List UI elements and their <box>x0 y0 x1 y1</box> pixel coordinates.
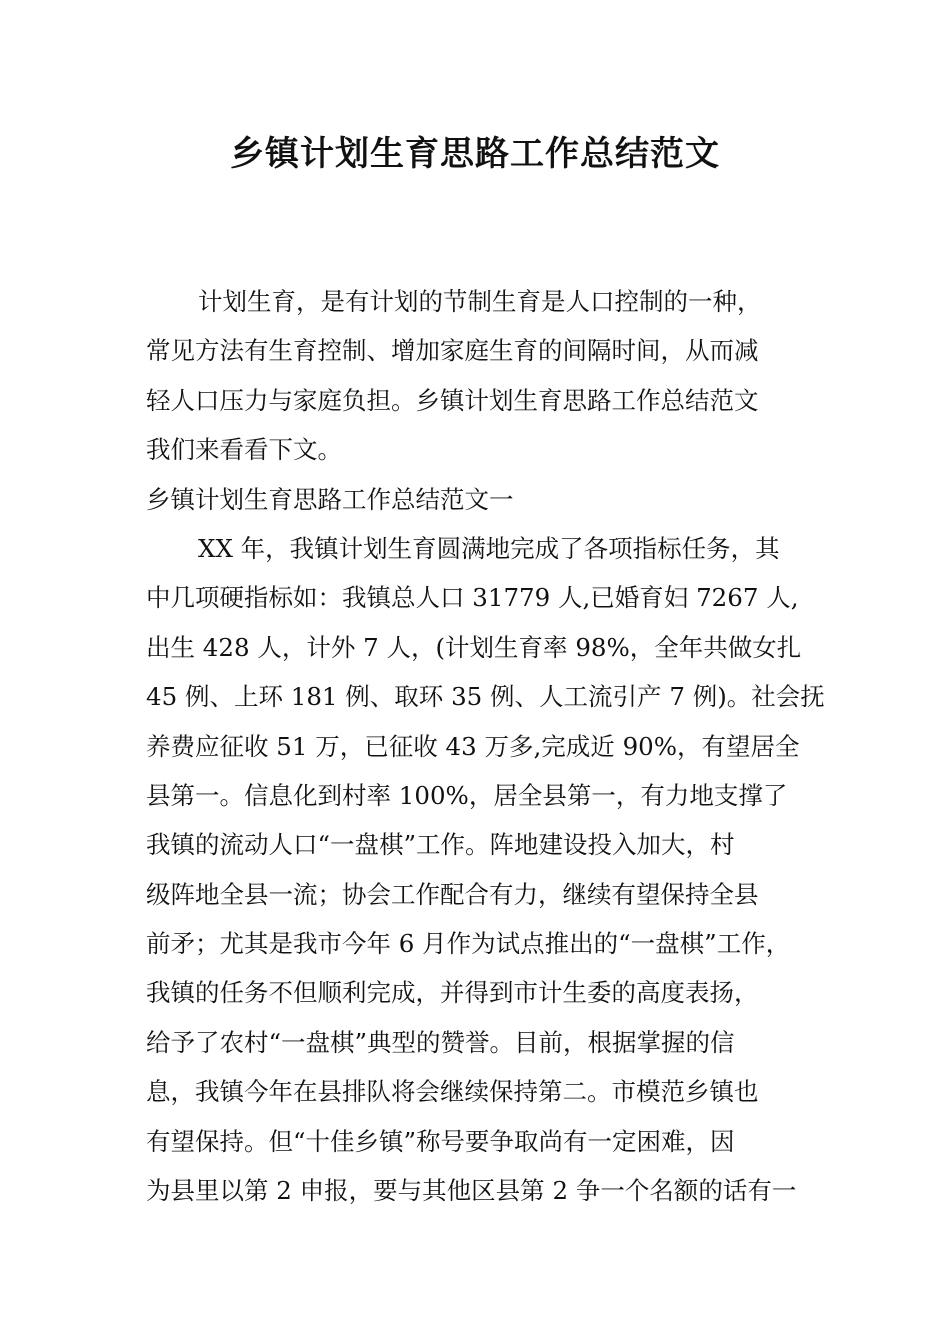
paragraph-line: 息，我镇今年在县排队将会继续保持第二。市模范乡镇也 <box>146 1077 759 1107</box>
paragraph-line: 我镇的流动人口“一盘棋”工作。阵地建设投入加大，村 <box>146 830 735 860</box>
paragraph-line: 我们来看看下文。 <box>146 435 342 465</box>
paragraph-line: 县第一。信息化到村率 100%，居全县第一，有力地支撑了 <box>146 780 788 810</box>
paragraph-line: 中几项硬指标如：我镇总人口 31779 人,已婚育妇 7267 人, <box>146 583 799 613</box>
paragraph-line: 出生 428 人，计外 7 人，(计划生育率 98%，全年共做女扎 <box>146 632 802 662</box>
paragraph-line: 前矛；尤其是我市今年 6 月作为试点推出的“一盘棋”工作， <box>146 929 791 959</box>
paragraph-line: 计划生育，是有计划的节制生育是人口控制的一种， <box>198 287 762 316</box>
paragraph-line: XX 年，我镇计划生育圆满地完成了各项指标任务，其 <box>198 533 780 563</box>
page-title: 乡镇计划生育思路工作总结范文 <box>230 134 720 174</box>
paragraph-line: 轻人口压力与家庭负担。乡镇计划生育思路工作总结范文 <box>146 385 759 415</box>
paragraph-line: 有望保持。但“十佳乡镇”称号要争取尚有一定困难，因 <box>146 1126 735 1156</box>
paragraph-line: 45 例、上环 181 例、取环 35 例、人工流引产 7 例)。社会抚 <box>146 682 825 712</box>
section-heading: 乡镇计划生育思路工作总结范文一 <box>146 484 514 514</box>
paragraph-line: 级阵地全县一流；协会工作配合有力，继续有望保持全县 <box>146 879 759 909</box>
paragraph-line: 给予了农村“一盘棋”典型的赞誉。目前，根据掌握的信 <box>146 1027 735 1057</box>
paragraph-line: 我镇的任务不但顺利完成，并得到市计生委的高度表扬， <box>146 978 759 1008</box>
paragraph-line: 常见方法有生育控制、增加家庭生育的间隔时间，从而减 <box>146 336 759 366</box>
document-body <box>146 277 825 1215</box>
paragraph-line: 养费应征收 51 万，已征收 43 万多,完成近 90%，有望居全 <box>146 731 800 761</box>
paragraph-line: 为县里以第 2 申报，要与其他区县第 2 争一个名额的话有一 <box>146 1176 797 1206</box>
